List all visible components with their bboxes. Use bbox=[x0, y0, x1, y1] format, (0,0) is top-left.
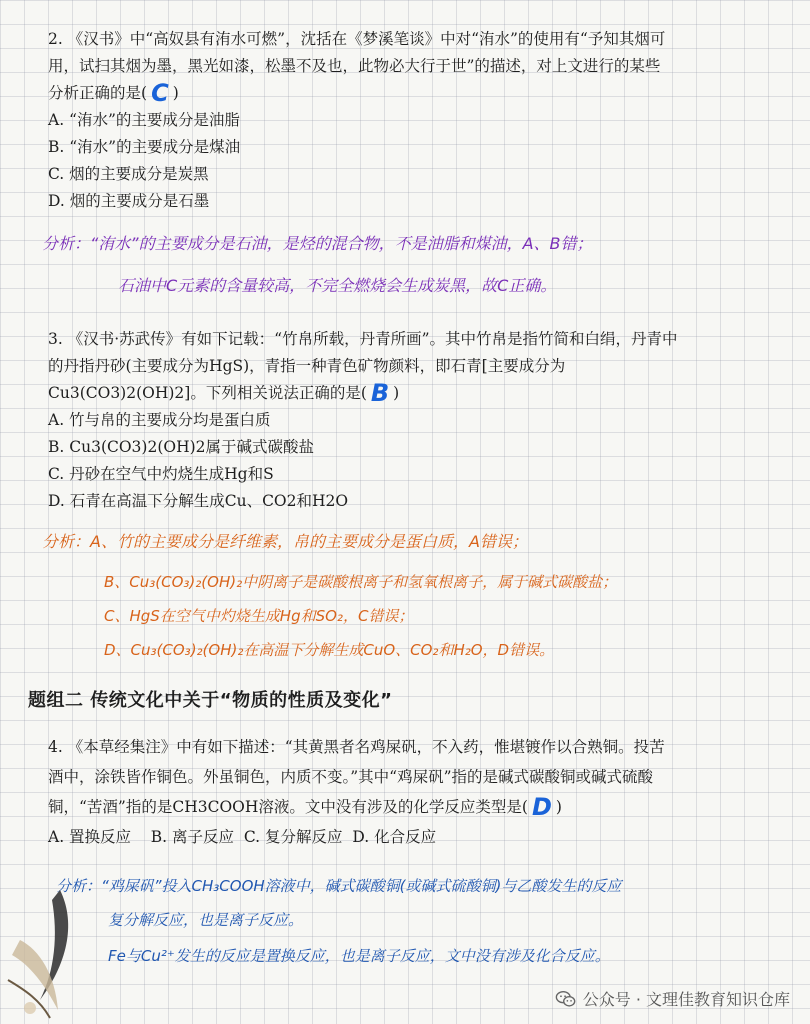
q3-analysis-line-1: 分析：A、竹的主要成分是纤维素，帛的主要成分是蛋白质，A错误； bbox=[42, 532, 528, 551]
q4-stem-line-3: 铜，“苦酒”指的是CH3COOH溶液。文中没有涉及的化学反应类型是( D ) bbox=[48, 793, 562, 821]
q3-option-a: A. 竹与帛的主要成分均是蛋白质 bbox=[48, 411, 271, 429]
q2-analysis-line-2: 石油中C元素的含量较高，不完全燃烧会生成炭黑，故C正确。 bbox=[118, 276, 557, 295]
q3-stem-line-1: 3. 《汉书·苏武传》有如下记载：“竹帛所载，丹青所画”。其中竹帛是指竹简和白绢，丹青中 bbox=[48, 330, 678, 348]
q4-analysis-line-1: 分析：“鸡屎矾”投入CH₃COOH溶液中，碱式碳酸铜(或碱式硫酸铜)与乙酸发生的反应 bbox=[56, 877, 622, 895]
section-heading: 题组二 传统文化中关于“物质的性质及变化” bbox=[28, 690, 393, 711]
question-2 bbox=[48, 26, 788, 215]
q3-analysis-line-2: B、Cu₃(CO₃)₂(OH)₂中阴离子是碳酸根离子和氢氧根离子，属于碱式碳酸盐； bbox=[104, 573, 618, 591]
q2-option-c: C. 烟的主要成分是炭黑 bbox=[48, 165, 209, 183]
q3-option-c: C. 丹砂在空气中灼烧生成Hg和S bbox=[48, 465, 274, 483]
q3-stem-line-2: 的丹指丹砂(主要成分为HgS)，青指一种青色矿物颜料，即石青[主要成分为 bbox=[48, 357, 566, 375]
q3-handwritten-answer: B bbox=[370, 379, 390, 407]
q4-handwritten-answer: D bbox=[531, 793, 552, 821]
q4-stem-line-1: 4. 《本草经集注》中有如下描述：“其黄黑者名鸡屎矾，不入药，惟堪镀作以合熟铜。投苦 bbox=[48, 738, 665, 756]
ink-brush-decoration bbox=[0, 880, 110, 1020]
q4-analysis-line-3: Fe与Cu²⁺发生的反应是置换反应，也是离子反应，文中没有涉及化合反应。 bbox=[108, 947, 610, 965]
watermark-text: 公众号 · 文理佳教育知识仓库 bbox=[582, 990, 790, 1009]
q3-stem-line-3: Cu3(CO3)2(OH)2]。下列相关说法正确的是( B ) bbox=[48, 379, 400, 407]
q3-option-d: D. 石青在高温下分解生成Cu、CO2和H2O bbox=[48, 492, 349, 510]
q2-stem-line-1: 2. 《汉书》中“高奴县有洧水可燃”，沈括在《梦溪笔谈》中对“洧水”的使用有“予知其烟可 bbox=[48, 30, 666, 48]
watermark bbox=[555, 987, 790, 1010]
q4-analysis-line-2: 复分解反应，也是离子反应。 bbox=[108, 911, 304, 929]
wechat-icon bbox=[555, 988, 577, 1010]
q2-option-b: B. “洧水”的主要成分是煤油 bbox=[48, 138, 241, 156]
q2-option-a: A. “洧水”的主要成分是油脂 bbox=[48, 111, 240, 129]
q2-stem-line-3: 分析正确的是( C ) bbox=[48, 79, 179, 107]
question-4 bbox=[48, 732, 788, 852]
q3-option-b: B. Cu3(CO3)2(OH)2属于碱式碳酸盐 bbox=[48, 438, 315, 456]
q2-option-d: D. 烟的主要成分是石墨 bbox=[48, 192, 210, 210]
q3-analysis-line-3: C、HgS在空气中灼烧生成Hg和SO₂，C错误； bbox=[104, 607, 414, 625]
question-3 bbox=[48, 326, 788, 515]
q2-stem-line-2: 用，试扫其烟为墨，黑光如漆，松墨不及也，此物必大行于世”的描述，对上文进行的某些 bbox=[48, 57, 661, 75]
q4-options: A. 置换反应 B. 离子反应 C. 复分解反应 D. 化合反应 bbox=[48, 828, 437, 846]
q2-handwritten-answer: C bbox=[151, 79, 169, 107]
q4-stem-line-2: 酒中，涂铁皆作铜色。外虽铜色，内质不变。”其中“鸡屎矾”指的是碱式碳酸铜或碱式硫酸 bbox=[48, 768, 654, 786]
q3-analysis-line-4: D、Cu₃(CO₃)₂(OH)₂在高温下分解生成CuO、CO₂和H₂O，D错误。 bbox=[104, 641, 555, 659]
q2-analysis-line-1: 分析：“洧水”的主要成分是石油，是烃的混合物，不是油脂和煤油，A、B错； bbox=[42, 234, 593, 253]
